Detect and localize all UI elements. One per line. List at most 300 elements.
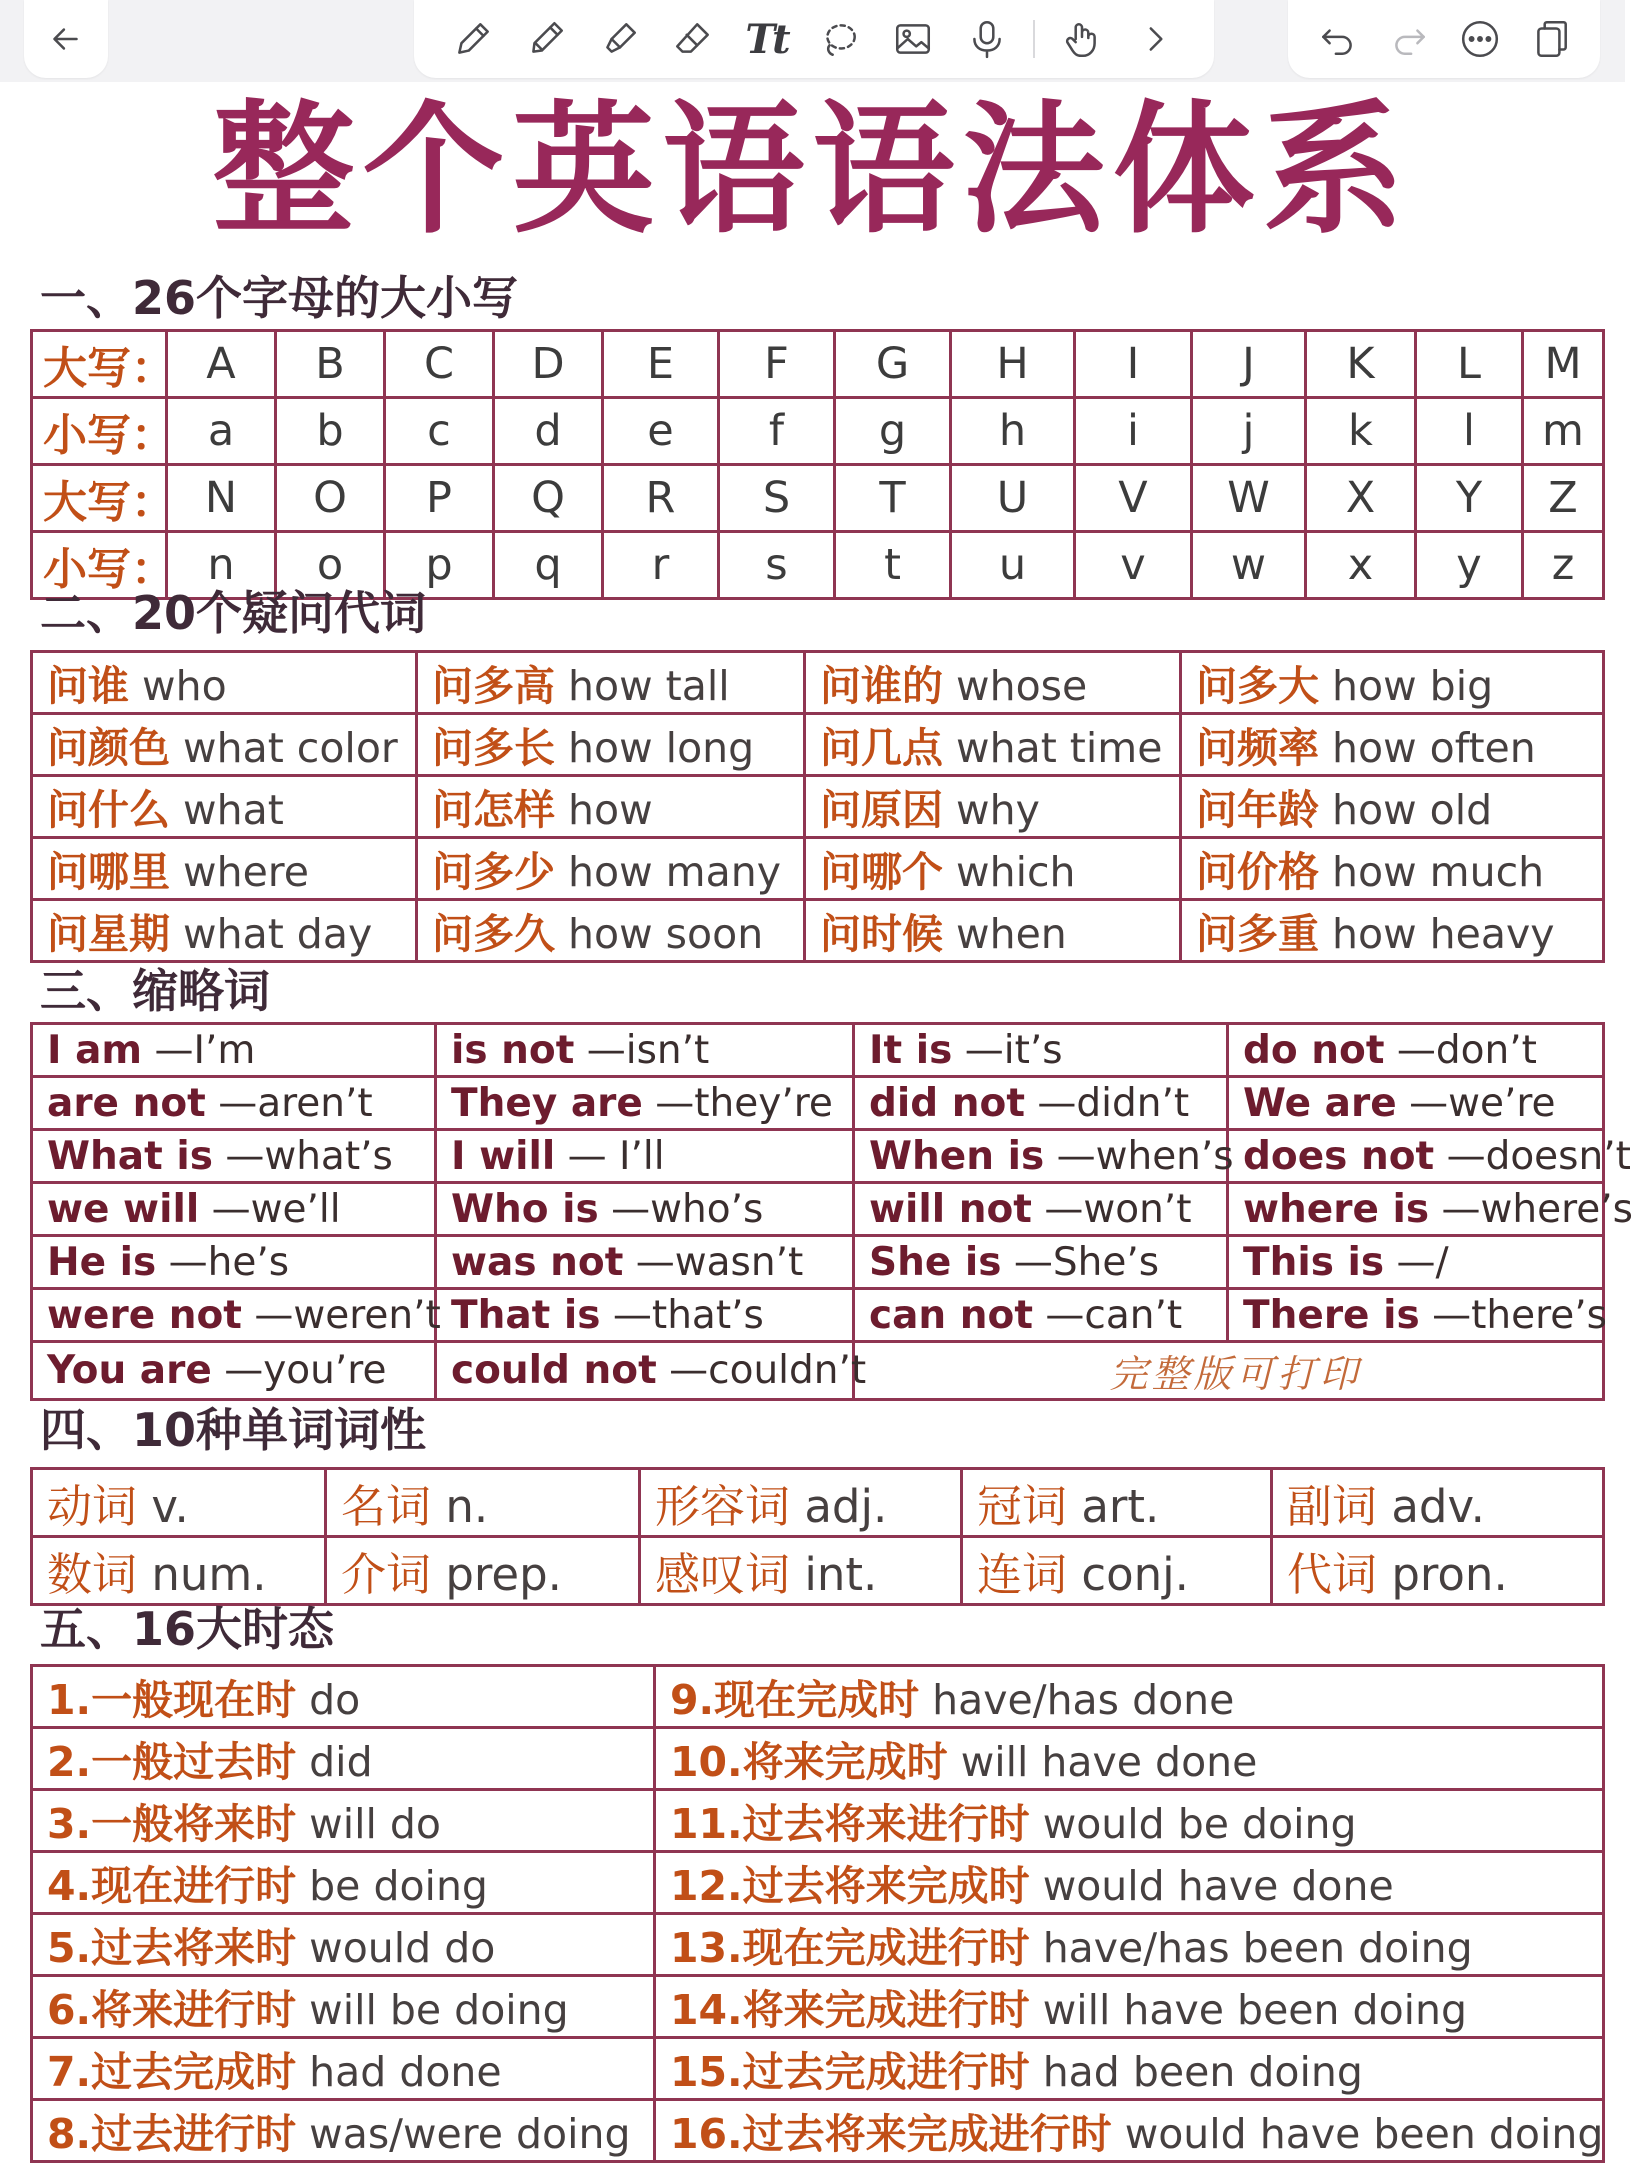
letters-row <box>32 331 1604 398</box>
letter-cell: p <box>385 532 494 599</box>
question-cn: 问多少 <box>432 848 555 896</box>
question-cell <box>417 838 805 900</box>
contraction-short: —didn’t <box>1037 1080 1190 1126</box>
tense-cn: 8.过去进行时 <box>47 2110 297 2158</box>
tense-en: had done <box>309 2048 502 2096</box>
printable-note: 完整版可打印 <box>854 1342 1604 1400</box>
question-en: how soon <box>568 910 764 958</box>
contraction-full: will not <box>869 1186 1032 1232</box>
question-cell <box>805 900 1181 962</box>
question-cn: 问谁的 <box>820 662 943 710</box>
question-cn: 问颜色 <box>47 724 170 772</box>
tense-en: have/has done <box>932 1676 1235 1724</box>
letter-cell: l <box>1416 398 1523 465</box>
arrow-left-icon[interactable] <box>39 9 93 69</box>
contraction-full: There is <box>1243 1292 1420 1338</box>
section-title-contractions: 三、缩略词 <box>40 964 270 1018</box>
letter-cell: M <box>1523 331 1604 398</box>
word-class-en: pron. <box>1391 1548 1508 1601</box>
word-class-cn: 名词 <box>341 1480 432 1533</box>
tenses-table <box>30 1664 1605 2163</box>
question-cell <box>805 652 1181 714</box>
contraction-short: —there’s <box>1432 1292 1607 1338</box>
contraction-cell <box>32 1342 436 1400</box>
word-class-en: num. <box>151 1548 267 1601</box>
contraction-cell <box>436 1342 867 1400</box>
tense-en: had been doing <box>1042 2048 1363 2096</box>
letter-cell: m <box>1523 398 1604 465</box>
tenses-row <box>32 1666 1604 1728</box>
question-cell <box>805 714 1181 776</box>
word-class-cell <box>326 1537 640 1605</box>
tense-cell <box>32 2038 655 2100</box>
letter-cell: v <box>1075 532 1192 599</box>
contractions-row <box>32 1342 1604 1400</box>
letter-cell: G <box>835 331 951 398</box>
tense-cn: 5.过去将来时 <box>47 1924 297 1972</box>
letter-cell: O <box>276 465 385 532</box>
contraction-full: Who is <box>451 1186 599 1232</box>
letter-cell: D <box>494 331 603 398</box>
question-cn: 问什么 <box>47 786 170 834</box>
contraction-short: —who’s <box>611 1186 764 1232</box>
questions-row <box>32 652 1604 714</box>
tenses-row <box>32 1852 1604 1914</box>
question-en: why <box>956 786 1040 834</box>
section-title-tenses: 五、16大时态 <box>40 1602 335 1656</box>
contraction-short: —She’s <box>1013 1239 1160 1285</box>
lasso-icon[interactable] <box>813 9 867 69</box>
question-en: what time <box>956 724 1163 772</box>
contraction-short: —won’t <box>1044 1186 1192 1232</box>
word-class-cell <box>640 1469 962 1537</box>
tense-en: was/were doing <box>309 2110 631 2158</box>
section-title-word-classes: 四、10种单词词性 <box>40 1403 427 1457</box>
letter-cell: c <box>385 398 494 465</box>
contraction-short: —can’t <box>1045 1292 1183 1338</box>
contraction-full: could not <box>451 1348 657 1393</box>
contraction-full: we will <box>47 1186 200 1232</box>
question-en: what day <box>183 910 373 958</box>
letters-row <box>32 465 1604 532</box>
letter-cell: k <box>1306 398 1416 465</box>
question-cn: 问多高 <box>432 662 555 710</box>
contraction-full: I am <box>47 1027 143 1073</box>
microphone-icon[interactable] <box>960 9 1014 69</box>
tense-en: be doing <box>309 1862 488 1910</box>
question-cn: 问哪里 <box>47 848 170 896</box>
contraction-cell <box>854 1236 1228 1289</box>
question-cell <box>417 776 805 838</box>
question-cell <box>417 652 805 714</box>
tenses-row <box>32 1728 1604 1790</box>
question-cn: 问年龄 <box>1196 786 1319 834</box>
question-cn: 问原因 <box>820 786 943 834</box>
word-classes-row <box>32 1537 1604 1605</box>
letter-cell: h <box>951 398 1075 465</box>
word-class-cn: 介词 <box>341 1548 432 1601</box>
letter-cell: f <box>719 398 835 465</box>
word-class-cell <box>32 1469 326 1537</box>
letters-row-label: 大写： <box>32 465 167 532</box>
contraction-cell <box>32 1236 436 1289</box>
tense-cn: 1.一般现在时 <box>47 1676 297 1724</box>
contraction-full: What is <box>47 1133 213 1179</box>
question-cell <box>32 900 417 962</box>
tense-cell <box>32 1790 655 1852</box>
letter-cell: S <box>719 465 835 532</box>
word-class-en: n. <box>445 1480 489 1533</box>
letter-cell: L <box>1416 331 1523 398</box>
question-en: how <box>568 786 653 834</box>
letter-cell: A <box>167 331 276 398</box>
letter-cell: x <box>1306 532 1416 599</box>
question-cell <box>805 776 1181 838</box>
letter-cell: b <box>276 398 385 465</box>
letter-cell: d <box>494 398 603 465</box>
question-cell <box>1181 652 1604 714</box>
word-class-cell <box>640 1537 962 1605</box>
contraction-short: —aren’t <box>218 1080 373 1126</box>
eraser-icon[interactable] <box>666 9 720 69</box>
questions-row <box>32 776 1604 838</box>
contraction-cell <box>32 1077 436 1130</box>
word-class-en: conj. <box>1081 1548 1189 1601</box>
letter-cell: N <box>167 465 276 532</box>
contraction-cell <box>32 1183 436 1236</box>
tense-cell <box>655 2038 1604 2100</box>
contraction-cell <box>854 1024 1228 1077</box>
contraction-short: —that’s <box>612 1292 764 1338</box>
contraction-short: —you’re <box>224 1348 387 1393</box>
contraction-short: —we’re <box>1409 1080 1556 1126</box>
contraction-full: It is <box>869 1027 953 1073</box>
word-class-cell <box>326 1469 640 1537</box>
letter-cell: C <box>385 331 494 398</box>
contraction-full: where is <box>1243 1186 1430 1232</box>
word-class-en: int. <box>804 1548 878 1601</box>
tense-cn: 2.一般过去时 <box>47 1738 297 1786</box>
letter-cell: B <box>276 331 385 398</box>
letter-cell: H <box>951 331 1075 398</box>
question-en: how tall <box>568 662 730 710</box>
contraction-full: He is <box>47 1239 157 1285</box>
contraction-cell <box>32 1024 436 1077</box>
contraction-cell <box>436 1024 854 1077</box>
word-class-en: prep. <box>445 1548 562 1601</box>
contraction-full: That is <box>451 1292 601 1338</box>
tools-pill <box>414 0 1214 78</box>
question-cell <box>32 776 417 838</box>
contraction-cell <box>1228 1077 1604 1130</box>
question-cn: 问星期 <box>47 910 170 958</box>
contraction-cell <box>1228 1183 1633 1236</box>
letter-cell: W <box>1192 465 1306 532</box>
letter-cell: I <box>1075 331 1192 398</box>
tense-cell <box>655 2100 1604 2162</box>
contraction-short: —we’ll <box>211 1186 341 1232</box>
word-class-cell <box>1272 1537 1604 1605</box>
question-en: how old <box>1332 786 1493 834</box>
tense-cn: 15.过去完成进行时 <box>670 2048 1030 2096</box>
letter-cell: T <box>835 465 951 532</box>
word-class-cn: 连词 <box>977 1548 1068 1601</box>
contraction-short: —wasn’t <box>635 1239 804 1285</box>
tense-cell <box>32 1976 655 2038</box>
letter-cell: q <box>494 532 603 599</box>
tense-en: would be doing <box>1042 1800 1357 1848</box>
word-classes-row <box>32 1469 1604 1537</box>
tense-cn: 3.一般将来时 <box>47 1800 297 1848</box>
contraction-full: were not <box>47 1292 242 1338</box>
word-classes-table <box>30 1467 1605 1606</box>
letter-cell: P <box>385 465 494 532</box>
word-class-en: v. <box>151 1480 189 1533</box>
tense-en: would have done <box>1042 1862 1394 1910</box>
word-class-cn: 动词 <box>47 1480 138 1533</box>
contraction-cell <box>436 1183 854 1236</box>
letter-cell: K <box>1306 331 1416 398</box>
tenses-row <box>32 1976 1604 2038</box>
tense-en: would do <box>309 1924 496 1972</box>
tense-en: would have been doing <box>1124 2110 1604 2158</box>
word-class-en: adv. <box>1391 1480 1485 1533</box>
letter-cell: u <box>951 532 1075 599</box>
contraction-cell <box>436 1236 854 1289</box>
letter-cell: j <box>1192 398 1306 465</box>
question-cell <box>805 838 1181 900</box>
highlighter-icon[interactable] <box>593 9 647 69</box>
letter-cell: E <box>603 331 719 398</box>
question-cell <box>1181 900 1604 962</box>
question-cn: 问多大 <box>1196 662 1319 710</box>
tenses-row <box>32 2038 1604 2100</box>
letter-cell: Z <box>1523 465 1604 532</box>
word-class-cn: 冠词 <box>977 1480 1068 1533</box>
contraction-cell <box>854 1183 1228 1236</box>
question-en: how big <box>1332 662 1494 710</box>
page-title: 整个英语语法体系 <box>212 88 1413 253</box>
tense-cn: 16.过去将来完成进行时 <box>670 2110 1112 2158</box>
contraction-cell <box>1228 1236 1604 1289</box>
tense-cell <box>655 1666 1604 1728</box>
contraction-full: She is <box>869 1239 1002 1285</box>
question-cn: 问几点 <box>820 724 943 772</box>
question-cell <box>32 838 417 900</box>
tense-cn: 9.现在完成时 <box>670 1676 920 1724</box>
tense-en: will have been doing <box>1042 1986 1468 2034</box>
tense-cn: 4.现在进行时 <box>47 1862 297 1910</box>
contraction-cell <box>1228 1024 1604 1077</box>
tense-en: have/has been doing <box>1042 1924 1473 1972</box>
more-icon[interactable] <box>1453 9 1507 69</box>
question-en: what <box>183 786 284 834</box>
word-class-cell <box>1272 1469 1604 1537</box>
letter-cell: z <box>1523 532 1604 599</box>
tense-cn: 6.将来进行时 <box>47 1986 297 2034</box>
contractions-row <box>32 1130 1604 1183</box>
contraction-full: When is <box>869 1133 1045 1179</box>
tenses-row <box>32 1790 1604 1852</box>
letter-cell: r <box>603 532 719 599</box>
question-cn: 问多久 <box>432 910 555 958</box>
tense-en: did <box>309 1738 373 1786</box>
contractions-row <box>32 1024 1604 1077</box>
question-cn: 问谁 <box>47 662 129 710</box>
contraction-short: —isn’t <box>586 1027 710 1073</box>
word-class-cn: 代词 <box>1287 1548 1378 1601</box>
question-cell <box>1181 838 1604 900</box>
questions-row <box>32 838 1604 900</box>
pencil-icon[interactable] <box>519 9 573 69</box>
section-title-letters: 一、26个字母的大小写 <box>40 271 519 325</box>
contraction-full: did not <box>869 1080 1025 1126</box>
contractions-row <box>32 1236 1604 1289</box>
question-en: how much <box>1332 848 1545 896</box>
letter-cell: i <box>1075 398 1192 465</box>
contraction-full: does not <box>1243 1133 1435 1179</box>
question-en: what color <box>183 724 398 772</box>
back-pill <box>24 0 108 78</box>
letter-cell: y <box>1416 532 1523 599</box>
pages-icon[interactable] <box>1524 9 1578 69</box>
question-en: how heavy <box>1332 910 1555 958</box>
undo-icon[interactable] <box>1311 9 1365 69</box>
tense-cell <box>32 1728 655 1790</box>
contraction-full: is not <box>451 1027 575 1073</box>
contraction-short: —he’s <box>168 1239 290 1285</box>
contraction-short: —where’s <box>1441 1186 1633 1232</box>
tense-cn: 10.将来完成时 <box>670 1738 948 1786</box>
contraction-short: —what’s <box>225 1133 393 1179</box>
question-cn: 问频率 <box>1196 724 1319 772</box>
contraction-short: —they’re <box>655 1080 833 1126</box>
question-en: which <box>956 848 1076 896</box>
tense-cell <box>32 1852 655 1914</box>
touch-hand-icon[interactable] <box>1055 9 1109 69</box>
chevron-right-icon[interactable] <box>1128 9 1182 69</box>
letter-cell: X <box>1306 465 1416 532</box>
tense-cn: 11.过去将来进行时 <box>670 1800 1030 1848</box>
letters-row-label: 小写： <box>32 532 167 599</box>
question-en: how many <box>568 848 781 896</box>
contraction-full: They are <box>451 1080 643 1126</box>
right-pill <box>1288 0 1600 78</box>
contraction-full: was not <box>451 1239 624 1285</box>
questions-table <box>30 650 1605 963</box>
tense-cell <box>655 1852 1604 1914</box>
contraction-short: —don’t <box>1396 1027 1537 1073</box>
tense-cn: 14.将来完成进行时 <box>670 1986 1030 2034</box>
question-cn: 问多长 <box>432 724 555 772</box>
tense-cn: 7.过去完成时 <box>47 2048 297 2096</box>
question-en: when <box>956 910 1067 958</box>
redo-icon[interactable] <box>1382 9 1436 69</box>
word-class-cn: 感叹词 <box>655 1548 791 1601</box>
letters-row-label: 小写： <box>32 398 167 465</box>
contraction-cell <box>1228 1289 1607 1342</box>
contractions-row <box>32 1183 1604 1236</box>
letter-cell: V <box>1075 465 1192 532</box>
tense-cell <box>655 1976 1604 2038</box>
tenses-row <box>32 1914 1604 1976</box>
letters-row <box>32 398 1604 465</box>
contraction-cell <box>436 1130 854 1183</box>
word-class-cn: 形容词 <box>655 1480 791 1533</box>
question-cell <box>1181 776 1604 838</box>
question-cell <box>32 714 417 776</box>
section-title-questions: 二、20个疑问代词 <box>40 586 427 640</box>
question-en: who <box>142 662 227 710</box>
question-cn: 问价格 <box>1196 848 1319 896</box>
contraction-full: You are <box>47 1348 212 1393</box>
questions-row <box>32 714 1604 776</box>
question-cell <box>417 714 805 776</box>
tense-en: will do <box>309 1800 442 1848</box>
question-cn: 问哪个 <box>820 848 943 896</box>
contractions-table <box>30 1022 1633 1401</box>
letter-cell: Y <box>1416 465 1523 532</box>
toolbar-separator <box>1033 20 1035 58</box>
contraction-short: —doesn’t <box>1446 1133 1631 1179</box>
pen-icon[interactable] <box>446 9 500 69</box>
toolbar <box>0 0 1625 82</box>
tense-en: will be doing <box>309 1986 569 2034</box>
letter-cell: J <box>1192 331 1306 398</box>
tense-en: will have done <box>960 1738 1258 1786</box>
contraction-short: — I’ll <box>567 1133 665 1179</box>
letter-cell: t <box>835 532 951 599</box>
letters-row-label: 大写： <box>32 331 167 398</box>
letter-cell: n <box>167 532 276 599</box>
contraction-full: We are <box>1243 1080 1397 1126</box>
word-class-cn: 数词 <box>47 1548 138 1601</box>
contraction-cell <box>436 1077 854 1130</box>
contraction-cell <box>854 1077 1228 1130</box>
letter-cell: s <box>719 532 835 599</box>
tenses-row <box>32 2100 1604 2162</box>
tense-cn: 13.现在完成进行时 <box>670 1924 1030 1972</box>
text-tool-icon[interactable] <box>740 9 794 69</box>
tense-cell <box>32 2100 655 2162</box>
question-cn: 问多重 <box>1196 910 1319 958</box>
tense-cell <box>655 1728 1604 1790</box>
questions-row <box>32 900 1604 962</box>
word-class-cell <box>962 1469 1272 1537</box>
contraction-full: do not <box>1243 1027 1385 1073</box>
letter-cell: w <box>1192 532 1306 599</box>
contraction-short: —I’m <box>154 1027 256 1073</box>
letter-cell: R <box>603 465 719 532</box>
question-cn: 问时候 <box>820 910 943 958</box>
question-en: where <box>183 848 309 896</box>
question-en: how often <box>1332 724 1536 772</box>
contraction-full: This is <box>1243 1239 1385 1285</box>
tense-en: do <box>309 1676 361 1724</box>
contraction-full: are not <box>47 1080 206 1126</box>
letter-cell: Q <box>494 465 603 532</box>
contraction-cell <box>32 1289 441 1342</box>
contraction-cell <box>854 1289 1228 1342</box>
tense-cell <box>655 1914 1604 1976</box>
image-icon[interactable] <box>886 9 940 69</box>
letter-cell: g <box>835 398 951 465</box>
contraction-cell <box>32 1130 436 1183</box>
question-en: how long <box>568 724 755 772</box>
contraction-short: —when’s <box>1056 1133 1234 1179</box>
contractions-row <box>32 1077 1604 1130</box>
question-cn: 问怎样 <box>432 786 555 834</box>
